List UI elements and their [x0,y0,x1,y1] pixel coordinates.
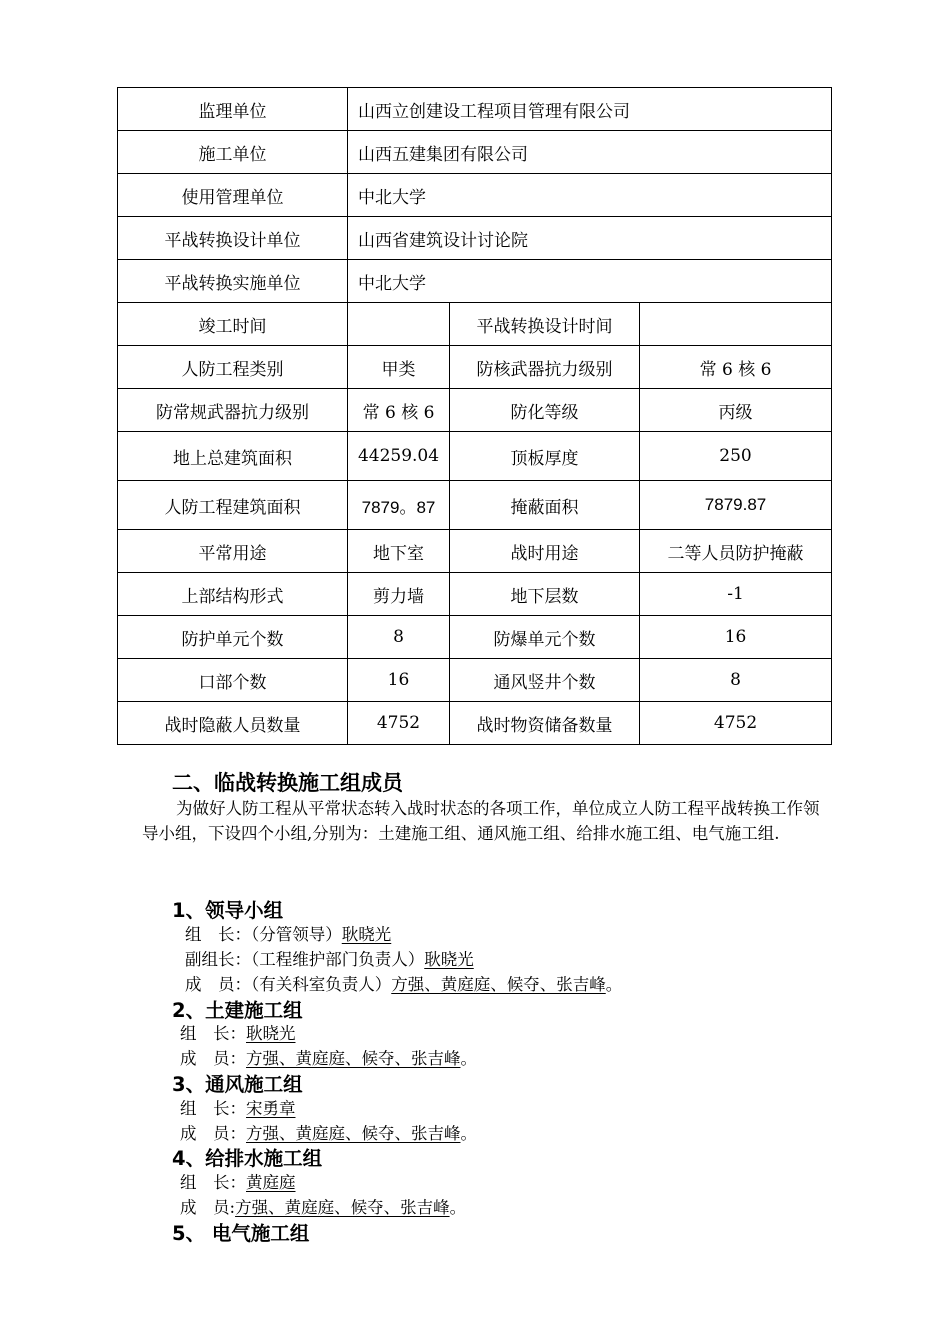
cell-value: 山西省建筑设计讨论院 [348,217,832,260]
cell-value [640,303,832,346]
cell-label: 平战转换实施单位 [118,260,348,303]
group-leader-line [180,1095,296,1119]
cell-label: 平常用途 [118,530,348,573]
cell-value [348,303,450,346]
members-label: 成 员: [180,1198,236,1217]
cell-label: 通风竖井个数 [450,659,640,702]
cell-value: 地下室 [348,530,450,573]
table-row [118,616,832,659]
leader-name: 耿晓光 [341,925,392,944]
members-names: 方强、黄庭庭、候夺、张吉峰 [391,975,606,994]
group-members-line [180,1194,466,1218]
members-label: 成 员： [180,1049,246,1068]
cell-value: 山西立创建设工程项目管理有限公司 [348,88,832,131]
members-names: 方强、黄庭庭、候夺、张吉峰 [246,1124,461,1143]
cell-value: 4752 [348,702,450,745]
leader-name: 宋勇章 [246,1099,296,1118]
section-paragraph: 为做好人防工程从平常状态转入战时状态的各项工作，单位成立人防工程平战转换工作领导小组，下设四个小组,分别为：土建施工组、通风施工组、给排水施工组、电气施工组. [142,799,820,843]
group-deputy-line [185,946,474,970]
cell-label: 地下层数 [450,573,640,616]
table-row [118,217,832,260]
section-heading: 二、临战转换施工组成员 [172,771,403,795]
deputy-name: 耿晓光 [424,950,474,969]
table-row [118,88,832,131]
cell-value: 二等人员防护掩蔽 [640,530,832,573]
leader-name: 黄庭庭 [246,1173,296,1192]
cell-label: 竣工时间 [118,303,348,346]
cell-value: 剪力墙 [348,573,450,616]
cell-label: 使用管理单位 [118,174,348,217]
table-row [118,346,832,389]
cell-label: 战时隐蔽人员数量 [118,702,348,745]
table-row [118,131,832,174]
cell-label: 防化等级 [450,389,640,432]
deputy-label: 副组长：（工程维护部门负责人） [185,950,425,969]
table-row [118,702,832,745]
cell-label: 掩蔽面积 [450,481,640,530]
cell-label: 战时物资储备数量 [450,702,640,745]
leader-label: 组 长： [180,1099,246,1118]
members-names: 方强、黄庭庭、候夺、张吉峰 [235,1198,450,1217]
group-leader-line [185,921,391,945]
group-title-leadership: 1、领导小组 [172,899,284,922]
cell-label: 防爆单元个数 [450,616,640,659]
table-row [118,260,832,303]
group-members-line [180,1045,477,1069]
leader-label: 组 长： [180,1173,246,1192]
table-row [118,659,832,702]
cell-value: 44259.04 [348,432,450,481]
cell-label: 防常规武器抗力级别 [118,389,348,432]
members-end: 。 [605,975,623,994]
group-members-line [180,1120,477,1144]
cell-value: 常 6 核 6 [640,346,832,389]
table-row [118,573,832,616]
leader-label: 组 长：（分管领导） [185,925,342,944]
cell-value: 7879.87 [640,481,832,530]
group-leader-line [180,1020,296,1044]
group-title-ventilation: 3、通风施工组 [172,1073,303,1096]
members-end: 。 [460,1049,477,1068]
leader-label: 组 长： [180,1024,246,1043]
cell-label: 防护单元个数 [118,616,348,659]
cell-label: 口部个数 [118,659,348,702]
cell-value: -1 [640,573,832,616]
cell-label: 人防工程类别 [118,346,348,389]
group-members-line [185,971,622,995]
table-row [118,432,832,481]
cell-label: 平战转换设计单位 [118,217,348,260]
table-row [118,481,832,530]
cell-label: 地上总建筑面积 [118,432,348,481]
cell-label: 监理单位 [118,88,348,131]
members-end: 。 [460,1124,477,1143]
cell-value: 4752 [640,702,832,745]
group-title-civil: 2、土建施工组 [172,999,303,1022]
table-row [118,389,832,432]
cell-value: 16 [348,659,450,702]
cell-value: 中北大学 [348,174,832,217]
table-row [118,303,832,346]
members-names: 方强、黄庭庭、候夺、张吉峰 [246,1049,461,1068]
cell-value: 丙级 [640,389,832,432]
group-leader-line [180,1169,296,1193]
members-label: 成 员：（有关科室负责人） [185,975,392,994]
cell-label: 人防工程建筑面积 [118,481,348,530]
cell-label: 战时用途 [450,530,640,573]
project-info-table [117,87,832,745]
cell-value: 常 6 核 6 [348,389,450,432]
cell-value: 8 [640,659,832,702]
cell-value: 中北大学 [348,260,832,303]
cell-value: 16 [640,616,832,659]
cell-label: 施工单位 [118,131,348,174]
cell-value: 甲类 [348,346,450,389]
cell-label: 平战转换设计时间 [450,303,640,346]
cell-label: 顶板厚度 [450,432,640,481]
cell-label: 上部结构形式 [118,573,348,616]
members-label: 成 员： [180,1124,246,1143]
group-title-plumbing: 4、给排水施工组 [172,1147,323,1170]
cell-value: 250 [640,432,832,481]
leader-name: 耿晓光 [246,1024,296,1043]
group-title-electrical: 5、 电气施工组 [172,1222,310,1245]
members-end: 。 [449,1198,467,1217]
cell-value: 8 [348,616,450,659]
table-row [118,530,832,573]
table-row [118,174,832,217]
cell-value: 7879。87 [348,481,450,530]
cell-value: 山西五建集团有限公司 [348,131,832,174]
cell-label: 防核武器抗力级别 [450,346,640,389]
